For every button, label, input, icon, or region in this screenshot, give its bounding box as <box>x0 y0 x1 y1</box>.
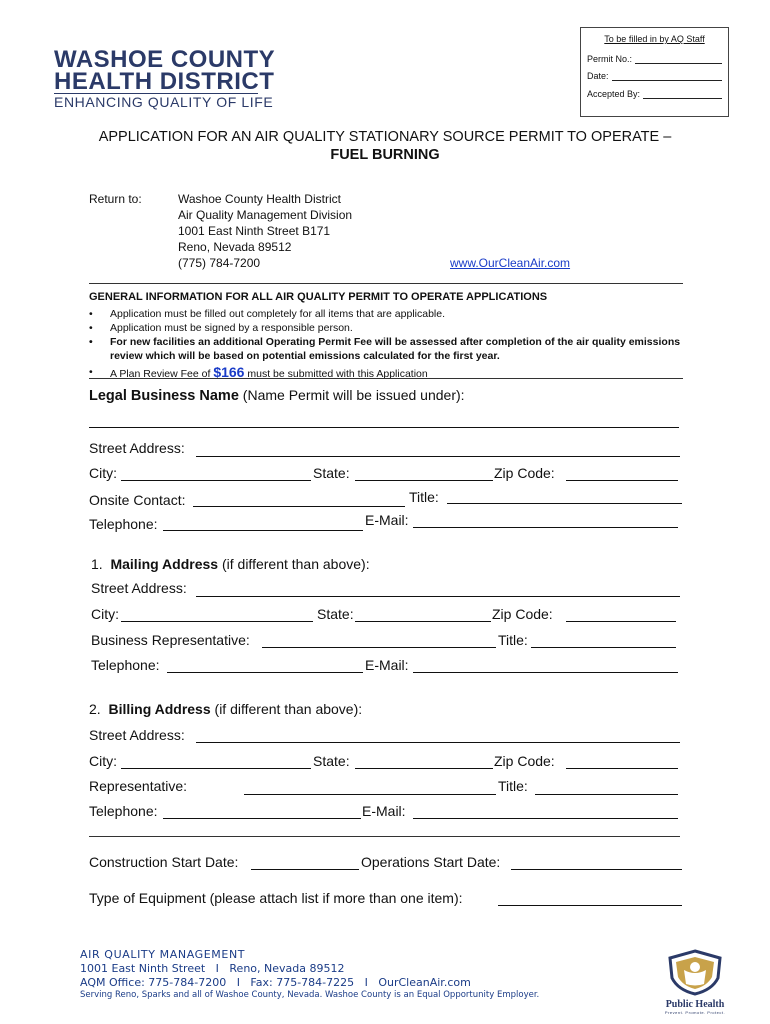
accepted-by-field[interactable] <box>587 89 722 99</box>
email-label: E-Mail: <box>365 512 409 528</box>
billing-rep-label: Representative: <box>89 778 188 794</box>
return-address <box>178 191 352 271</box>
construction-date-field[interactable] <box>251 869 359 870</box>
mailing-rep-field[interactable] <box>262 647 496 648</box>
mailing-title-field[interactable] <box>531 647 676 648</box>
billing-rep-field[interactable] <box>244 794 496 795</box>
state-field[interactable] <box>355 480 493 481</box>
mailing-telephone-field[interactable] <box>167 672 363 673</box>
billing-telephone-label: Telephone: <box>89 803 158 819</box>
legal-name-bold: Legal Business Name <box>89 388 239 404</box>
mailing-heading-rest: (if different than above): <box>218 556 370 572</box>
website-link[interactable]: www.OurCleanAir.com <box>450 256 571 270</box>
billing-state-label: State: <box>313 753 350 769</box>
return-address-line: Washoe County Health District <box>178 192 341 206</box>
staff-use-box <box>580 27 729 117</box>
equipment-label: Type of Equipment (please attach list if more than one item): <box>89 890 463 906</box>
list-item <box>89 363 689 383</box>
mailing-email-field[interactable] <box>413 672 678 673</box>
zip-label: Zip Code: <box>494 465 555 481</box>
billing-heading <box>89 701 362 717</box>
billing-heading-rest: (if different than above): <box>210 701 363 717</box>
billing-title-label: Title: <box>498 778 528 794</box>
logo-tagline: ENHANCING QUALITY OF LIFE <box>54 94 274 110</box>
permit-no-label: Permit No.: <box>587 54 633 64</box>
billing-zip-label: Zip Code: <box>494 753 555 769</box>
list-item: • For new facilities an additional Operating Permit Fee will be assessed after completion of the air quality emissions review which will be based on potential emissions calculated for the first year. <box>89 335 689 363</box>
list-item: • Application must be filled out completely for all items that are applicable. <box>89 307 689 321</box>
logo-line2: HEALTH DISTRICT <box>54 68 275 95</box>
mailing-heading-bold: Mailing Address <box>110 556 219 572</box>
fee-text-post: must be submitted with this Application <box>244 368 428 380</box>
date-field[interactable] <box>587 71 722 81</box>
badge-subtitle: Prevent. Promote. Protect. <box>664 1010 726 1015</box>
legal-name-rest: (Name Permit will be issued under): <box>238 387 465 403</box>
city-label: City: <box>89 465 117 481</box>
section-divider <box>89 378 683 379</box>
construction-date-label: Construction Start Date: <box>89 854 239 870</box>
fee-text-pre: A Plan Review Fee of <box>110 368 214 380</box>
mailing-telephone-label: Telephone: <box>91 657 160 673</box>
billing-number: 2. <box>89 701 101 717</box>
street-label: Street Address: <box>89 440 185 456</box>
telephone-field[interactable] <box>163 530 363 531</box>
footer-address: 1001 East Ninth Street I Reno, Nevada 89512 <box>80 962 345 975</box>
mailing-street-label: Street Address: <box>91 580 187 596</box>
mailing-city-label: City: <box>91 606 119 622</box>
billing-zip-field[interactable] <box>566 768 678 769</box>
shield-icon <box>662 948 728 996</box>
general-info-heading: GENERAL INFORMATION FOR ALL AIR QUALITY PERMIT TO OPERATE APPLICATIONS <box>89 291 548 303</box>
telephone-label: Telephone: <box>89 516 158 532</box>
badge-title: Public Health <box>665 999 725 1010</box>
billing-heading-bold: Billing Address <box>108 701 211 717</box>
billing-title-field[interactable] <box>535 794 678 795</box>
general-info-list <box>89 307 689 383</box>
equipment-field[interactable] <box>498 905 682 906</box>
legal-name-field[interactable] <box>89 427 679 428</box>
mailing-email-label: E-Mail: <box>365 657 409 673</box>
legal-name-label <box>89 387 465 404</box>
mailing-title-label: Title: <box>498 632 528 648</box>
email-field[interactable] <box>413 527 678 528</box>
return-address-line: Reno, Nevada 89512 <box>178 240 292 254</box>
form-subtitle: FUEL BURNING <box>330 147 440 163</box>
street-field[interactable] <box>196 456 680 457</box>
operations-date-field[interactable] <box>511 869 682 870</box>
mailing-city-field[interactable] <box>121 621 313 622</box>
logo-line1: WASHOE COUNTY <box>54 46 276 73</box>
public-health-logo <box>662 948 728 1020</box>
staff-box-title: To be filled in by AQ Staff <box>604 34 705 44</box>
billing-city-label: City: <box>89 753 117 769</box>
permit-no-field[interactable] <box>587 54 722 64</box>
mailing-state-label: State: <box>317 606 354 622</box>
mailing-number: 1. <box>91 556 103 572</box>
return-address-line: (775) 784-7200 <box>178 256 261 270</box>
onsite-contact-field[interactable] <box>193 506 405 507</box>
billing-street-label: Street Address: <box>89 727 185 743</box>
footer-division: AIR QUALITY MANAGEMENT <box>80 948 246 961</box>
billing-state-field[interactable] <box>355 768 493 769</box>
form-title: APPLICATION FOR AN AIR QUALITY STATIONARY SOURCE PERMIT TO OPERATE – <box>98 129 672 145</box>
return-to-label: Return to: <box>89 192 142 206</box>
zip-field[interactable] <box>566 480 678 481</box>
section-divider <box>89 836 680 837</box>
mailing-heading <box>91 556 370 572</box>
mailing-zip-label: Zip Code: <box>492 606 553 622</box>
billing-telephone-field[interactable] <box>163 818 361 819</box>
title-label: Title: <box>409 489 439 505</box>
return-address-line: Air Quality Management Division <box>178 208 353 222</box>
billing-email-field[interactable] <box>413 818 678 819</box>
title-field[interactable] <box>447 503 682 504</box>
accepted-by-label: Accepted By: <box>587 89 641 99</box>
mailing-state-field[interactable] <box>355 621 491 622</box>
plan-review-fee: $166 <box>213 364 245 380</box>
section-divider <box>89 283 683 284</box>
billing-street-field[interactable] <box>196 742 680 743</box>
mailing-zip-field[interactable] <box>566 621 676 622</box>
operations-date-label: Operations Start Date: <box>361 854 501 870</box>
billing-email-label: E-Mail: <box>362 803 406 819</box>
billing-city-field[interactable] <box>121 768 311 769</box>
state-label: State: <box>313 465 350 481</box>
mailing-rep-label: Business Representative: <box>91 632 250 648</box>
city-field[interactable] <box>121 480 311 481</box>
onsite-contact-label: Onsite Contact: <box>89 492 186 508</box>
date-label: Date: <box>587 71 609 81</box>
footer-notice: Serving Reno, Sparks and all of Washoe County, Nevada. Washoe County is an Equal Opportunity Employer. <box>80 990 540 1000</box>
return-address-line: 1001 East Ninth Street B171 <box>178 224 331 238</box>
mailing-street-field[interactable] <box>196 596 680 597</box>
footer-contact: AQM Office: 775-784-7200 I Fax: 775-784-7225 I OurCleanAir.com <box>80 976 471 989</box>
list-item: • Application must be signed by a responsible person. <box>89 321 689 335</box>
